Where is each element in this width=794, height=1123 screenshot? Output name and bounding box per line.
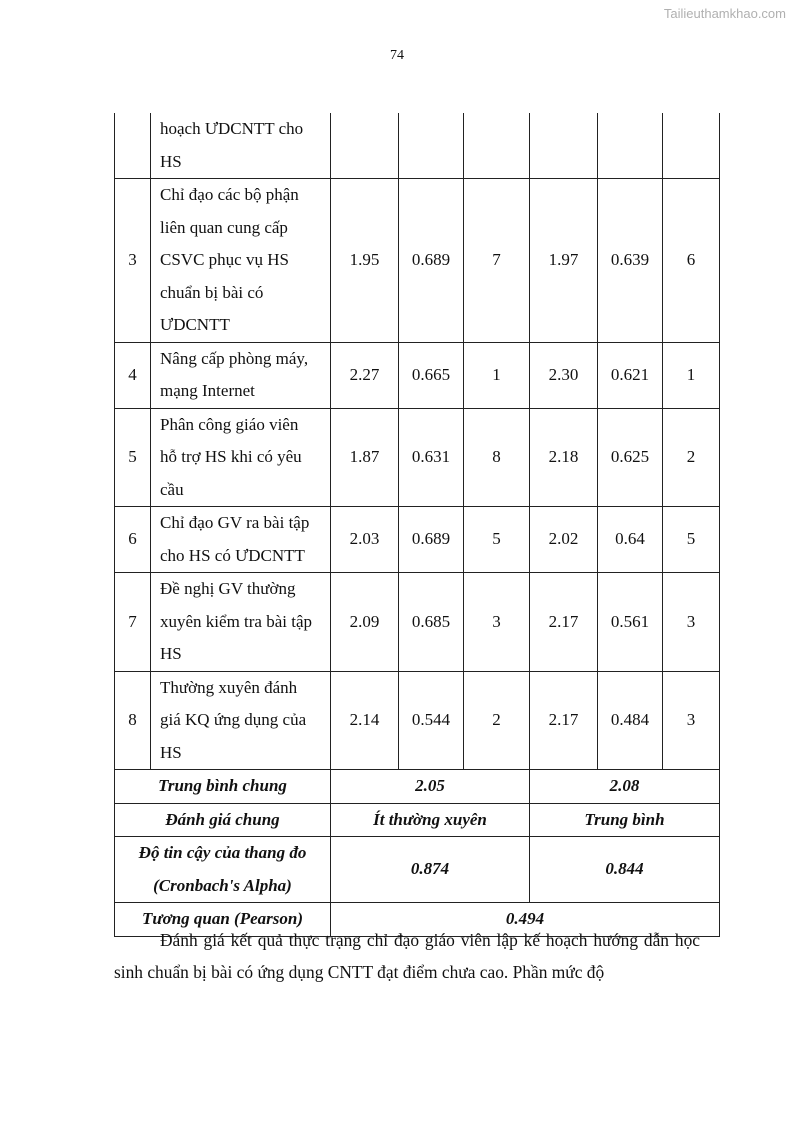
rank-value-1: 3 bbox=[464, 573, 530, 672]
rank-value-1: 1 bbox=[464, 342, 530, 408]
average-value-1: 2.05 bbox=[331, 770, 530, 804]
row-content bbox=[151, 342, 331, 408]
reliability-value-2: 0.844 bbox=[530, 837, 720, 903]
rank-value-2: 6 bbox=[663, 179, 720, 343]
std-dev-value-2: 0.484 bbox=[598, 671, 663, 770]
row-content bbox=[151, 671, 331, 770]
std-dev-value-1: 0.685 bbox=[399, 573, 464, 672]
content-line: cho HS có ƯDCNTT bbox=[160, 545, 305, 565]
summary-evaluation-row bbox=[115, 803, 720, 837]
row-number: 6 bbox=[115, 507, 151, 573]
mean-value-1: 2.09 bbox=[331, 573, 399, 672]
table-row bbox=[115, 671, 720, 770]
content-line: chuẩn bị bài có bbox=[160, 282, 264, 302]
pearson-value: 0.494 bbox=[331, 903, 720, 937]
std-dev-value-1: 0.689 bbox=[399, 179, 464, 343]
reliability-label bbox=[115, 837, 331, 903]
survey-results-table bbox=[114, 113, 720, 937]
rank-value-1: 5 bbox=[464, 507, 530, 573]
table-row bbox=[115, 408, 720, 507]
rank-value-1: 2 bbox=[464, 671, 530, 770]
rank-value-2: 5 bbox=[663, 507, 720, 573]
watermark: Tailieuthamkhao.com bbox=[663, 6, 786, 21]
mean-value-2: 2.17 bbox=[530, 671, 598, 770]
row-content bbox=[151, 573, 331, 672]
std-dev-value-1: 0.631 bbox=[399, 408, 464, 507]
reliability-value-1: 0.874 bbox=[331, 837, 530, 903]
empty-cell bbox=[464, 113, 530, 179]
table-row bbox=[115, 507, 720, 573]
content-line: Chỉ đạo các bộ phận bbox=[160, 185, 299, 204]
page-number: 74 bbox=[390, 48, 404, 63]
content-line: HS bbox=[160, 151, 182, 171]
table-row bbox=[115, 573, 720, 672]
mean-value-2: 2.30 bbox=[530, 342, 598, 408]
row-number: 4 bbox=[115, 342, 151, 408]
std-dev-value-1: 0.544 bbox=[399, 671, 464, 770]
content-line: HS bbox=[160, 742, 182, 762]
pearson-label: Tương quan (Pearson) bbox=[115, 903, 331, 937]
rank-value-2: 2 bbox=[663, 408, 720, 507]
reliability-label-line: (Cronbach's Alpha) bbox=[153, 875, 292, 895]
table-row bbox=[115, 342, 720, 408]
rank-value-2: 3 bbox=[663, 573, 720, 672]
content-line: hỗ trợ HS khi có yêu bbox=[160, 447, 302, 466]
body-paragraph bbox=[114, 924, 700, 988]
std-dev-value-2: 0.625 bbox=[598, 408, 663, 507]
content-line: Phân công giáo viên bbox=[160, 414, 299, 434]
empty-cell bbox=[331, 113, 399, 179]
row-content bbox=[151, 179, 331, 343]
row-content bbox=[151, 507, 331, 573]
mean-value-2: 2.18 bbox=[530, 408, 598, 507]
reliability-label-line: Độ tin cậy của thang đo bbox=[138, 843, 307, 862]
paragraph-line-2: học sinh chuẩn bị bài có ứng dụng CNTT đạt điểm chưa cao. Phần mức độ bbox=[114, 930, 700, 982]
content-line: hoạch ƯDCNTT cho bbox=[160, 119, 304, 138]
std-dev-value-1: 0.665 bbox=[399, 342, 464, 408]
paragraph-line-1: Đánh giá kết quả thực trạng chỉ đạo giáo viên lập kế hoạch hướng dẫn bbox=[160, 930, 669, 950]
row-content bbox=[151, 113, 331, 179]
evaluation-label: Đánh giá chung bbox=[115, 803, 331, 837]
row-number: 3 bbox=[115, 179, 151, 343]
row-number: 8 bbox=[115, 671, 151, 770]
content-line: Chỉ đạo GV ra bài tập bbox=[160, 513, 310, 532]
table-row bbox=[115, 179, 720, 343]
mean-value-2: 1.97 bbox=[530, 179, 598, 343]
content-line: liên quan cung cấp bbox=[160, 217, 288, 237]
content-line: Nâng cấp phòng máy, bbox=[160, 348, 309, 368]
table-row-continued bbox=[115, 113, 720, 179]
std-dev-value-2: 0.561 bbox=[598, 573, 663, 672]
mean-value-1: 2.27 bbox=[331, 342, 399, 408]
row-number: 5 bbox=[115, 408, 151, 507]
empty-cell bbox=[663, 113, 720, 179]
content-line: giá KQ ứng dụng của bbox=[160, 710, 307, 729]
summary-reliability-row bbox=[115, 837, 720, 903]
average-value-2: 2.08 bbox=[530, 770, 720, 804]
row-number: 7 bbox=[115, 573, 151, 672]
mean-value-1: 2.14 bbox=[331, 671, 399, 770]
rank-value-1: 8 bbox=[464, 408, 530, 507]
std-dev-value-2: 0.64 bbox=[598, 507, 663, 573]
mean-value-2: 2.02 bbox=[530, 507, 598, 573]
empty-cell bbox=[598, 113, 663, 179]
std-dev-value-2: 0.621 bbox=[598, 342, 663, 408]
content-line: ƯDCNTT bbox=[160, 315, 230, 334]
content-line: CSVC phục vụ HS bbox=[160, 250, 289, 269]
std-dev-value-1: 0.689 bbox=[399, 507, 464, 573]
mean-value-2: 2.17 bbox=[530, 573, 598, 672]
row-content bbox=[151, 408, 331, 507]
mean-value-1: 2.03 bbox=[331, 507, 399, 573]
content-line: HS bbox=[160, 644, 182, 663]
row-no bbox=[115, 113, 151, 179]
average-label: Trung bình chung bbox=[115, 770, 331, 804]
content-line: mạng Internet bbox=[160, 381, 255, 400]
summary-average-row bbox=[115, 770, 720, 804]
rank-value-2: 3 bbox=[663, 671, 720, 770]
rank-value-1: 7 bbox=[464, 179, 530, 343]
mean-value-1: 1.95 bbox=[331, 179, 399, 343]
evaluation-value-2: Trung bình bbox=[530, 803, 720, 837]
content-line: Thường xuyên đánh bbox=[160, 677, 298, 697]
mean-value-1: 1.87 bbox=[331, 408, 399, 507]
rank-value-2: 1 bbox=[663, 342, 720, 408]
empty-cell bbox=[530, 113, 598, 179]
content-line: xuyên kiểm tra bài tập bbox=[160, 611, 313, 631]
empty-cell bbox=[399, 113, 464, 179]
std-dev-value-2: 0.639 bbox=[598, 179, 663, 343]
evaluation-value-1: Ít thường xuyên bbox=[331, 803, 530, 837]
content-line: cầu bbox=[160, 479, 184, 499]
content-line: Đề nghị GV thường bbox=[160, 579, 296, 598]
